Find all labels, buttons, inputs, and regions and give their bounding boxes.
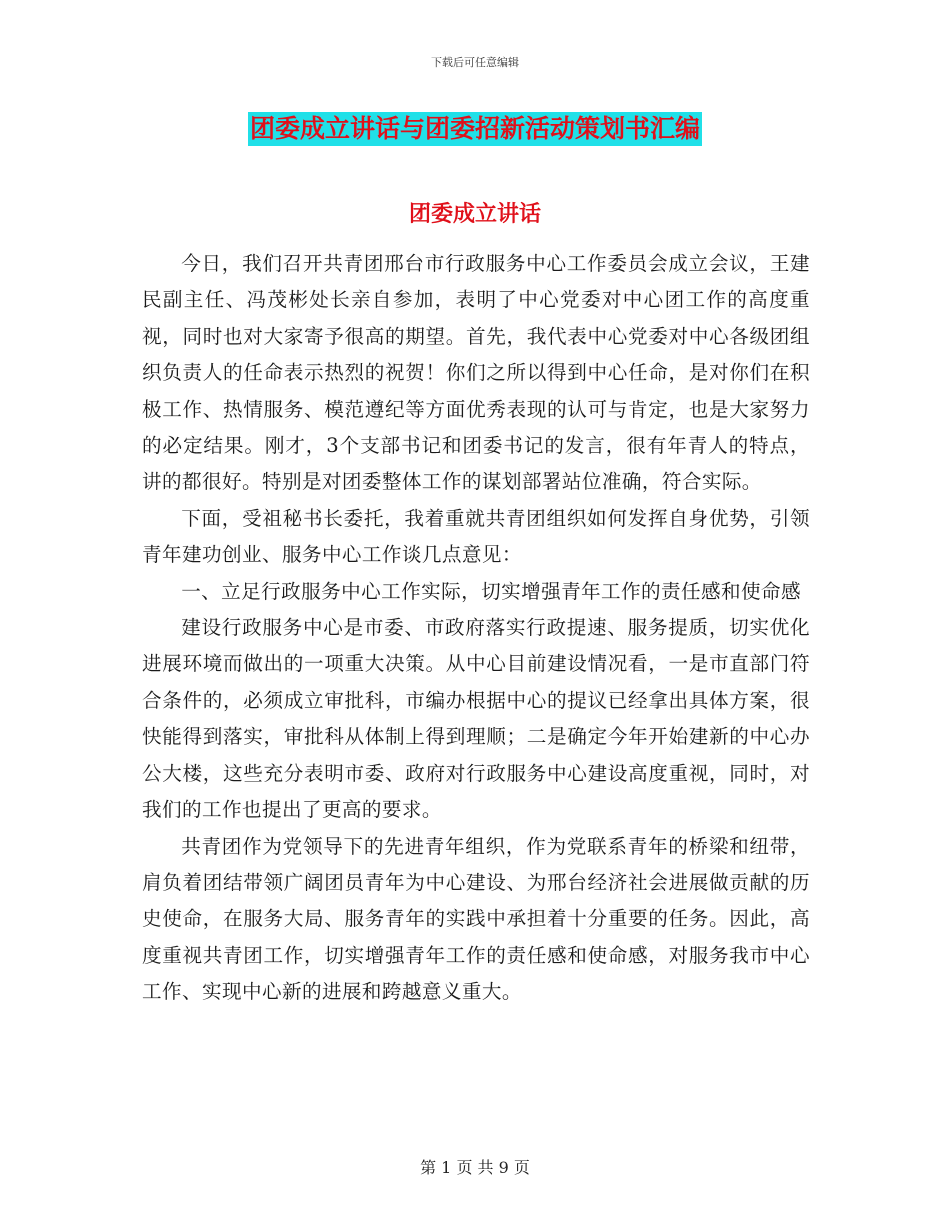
paragraph: 共青团作为党领导下的先进青年组织，作为党联系青年的桥梁和纽带，肩负着团结带领广阔团员青年为中心建设、为邢台经济社会进展做贡献的历史使命，在服务大局、服务青年的实践中承担着十分重要的任务。因此，高度重视共青团工作，切实增强青年工作的责任感和使命感，对服务我市中心工作、实现中心新的进展和跨越意义重大。 <box>142 834 810 1004</box>
paragraph: 一、立足行政服务中心工作实际，切实增强青年工作的责任感和使命感 <box>181 579 801 603</box>
page-number: 第 1 页 共 9 页 <box>420 1158 530 1177</box>
body-text <box>142 246 810 1011</box>
document-title-text: 团委成立讲话与团委招新活动策划书汇编 <box>248 112 702 146</box>
header-note: 下载后可任意编辑 <box>431 56 519 69</box>
paragraph: 建设行政服务中心是市委、市政府落实行政提速、服务提质，切实优化进展环境而做出的一项重大决策。从中心目前建设情况看，一是市直部门符合条件的，必须成立审批科，市编办根据中心的提议已经拿出具体方案，很快能得到落实，审批科从体制上得到理顺；二是确定今年开始建新的中心办公大楼，这些充分表明市委、政府对行政服务中心建设高度重视，同时，对我们的工作也提出了更高的要求。 <box>142 616 810 822</box>
paragraph: 下面，受祖秘书长委托，我着重就共青团组织如何发挥自身优势，引领青年建功创业、服务中心工作谈几点意见： <box>142 506 810 567</box>
paragraph: 今日，我们召开共青团邢台市行政服务中心工作委员会成立会议，王建民副主任、冯茂彬处长亲自参加，表明了中心党委对中心团工作的高度重视，同时也对大家寄予很高的期望。首先，我代表中心党委对中心各级团组织负责人的任命表示热烈的祝贺！你们之所以得到中心任命，是对你们在积极工作、热情服务、模范遵纪等方面优秀表现的认可与肯定，也是大家努力的必定结果。刚才，3个支部书记和团委书记的发言，很有年青人的特点，讲的都很好。特别是对团委整体工作的谋划部署站位准确，符合实际。 <box>142 252 810 494</box>
document-title <box>0 112 950 146</box>
section-title: 团委成立讲话 <box>408 201 541 227</box>
